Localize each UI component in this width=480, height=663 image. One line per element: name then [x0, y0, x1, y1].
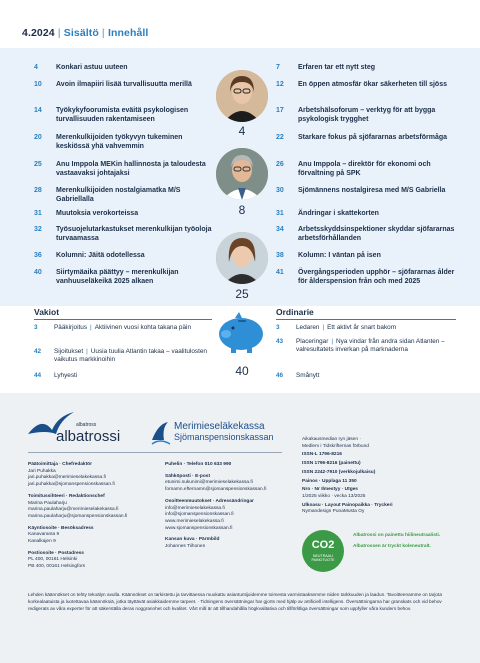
toc-item[interactable] [34, 252, 214, 261]
colophon-line: Nymandesign PunaMusta Oy [302, 509, 365, 515]
toc-item[interactable] [34, 64, 214, 73]
regular-item[interactable]: 3 Ledaren | Ett aktivt år snart bakom [276, 324, 397, 331]
translation-disclaimer: Lehden käännökset on tehty tekoälyn avulla. Käännökset on tarkistettu ja tarvittaessa muokattu asiantuntijoidemme toimesta varmistaaksemme niiden tarkkuuden ja laadun. Tavoitteenamme on tarjota korkealaatuista ja luotettavaa käännöksiä, jotka täyttävät asiakkaidemme tarpeet. · Tidningens översättningar har gjorts med hjälp av artificiell intelligens. Översättningarna har granskats och vid behov redigerats av våra experter för att säkerställa deras noggrannhet och kvalitet. Vårt mål är att tillhandahålla högkvalitativa och tillförlitliga översättningar som uppfyller våra kunders behov. [28, 592, 442, 611]
regular-item-page: 42 [34, 348, 42, 355]
colophon-entry [165, 462, 290, 469]
toc-item[interactable] [276, 161, 460, 178]
colophon-line[interactable]: jari.puhakka@merimieselakekassa.fi [28, 475, 106, 481]
colophon-line[interactable]: etunimi.sukunimi@merimieselakekassa.fi [165, 480, 253, 486]
colophon-entry [302, 470, 452, 477]
regular-item[interactable]: 43 Placeringar | Nya vindar från andra sidan Atlanten – valresultatets inverkan på marknaderna [276, 338, 445, 354]
toc-page-number: 25 [34, 161, 42, 168]
colophon-heading: Painos · Upplaga 11 350 [302, 478, 357, 484]
toc-item-title: Kolumn: I väntan på isen [298, 252, 381, 259]
colophon-entry [165, 537, 290, 550]
toc-page-number: 28 [34, 187, 42, 194]
toc-item[interactable] [34, 269, 214, 286]
toc-page-number: 32 [34, 226, 42, 233]
colophon-heading: Postiosoite · Postadress [28, 550, 84, 556]
regular-item-page: 3 [34, 324, 38, 331]
colophon-heading: Puhelin · Telefon 010 633 990 [165, 462, 232, 467]
regular-item-title: Lyhyesti [54, 372, 78, 379]
colophon-line[interactable]: jari.puhakka@sjomanspensionskassan.fi [28, 482, 115, 488]
albatrossi-logo [26, 408, 136, 448]
colophon-line[interactable]: marina.paulaharju@sjomanspensionskassan.fi [28, 513, 128, 519]
ordinarie-rule [276, 319, 456, 320]
colophon-heading: Päätoimittaja · Chefredaktör [28, 462, 92, 467]
colophon-line: PB 400, 00161 Helsingfors [28, 564, 86, 570]
toc-page-number: 10 [34, 81, 42, 88]
photo-page-number: 8 [238, 203, 246, 217]
toc-item-title: Erfaren tar ett nytt steg [298, 64, 376, 71]
colophon-heading: Sähköposti · E-post [165, 473, 211, 479]
toc-item-title: En öppen atmosfär ökar säkerheten till sjöss [298, 81, 447, 88]
toc-item[interactable] [276, 226, 460, 243]
toc-item-title: Merenkulkijoiden nostalgiamatka M/S Gabriellalla [56, 187, 181, 203]
toc-page-number: 31 [276, 210, 284, 217]
toc-page-number: 22 [276, 134, 284, 141]
mek-name-sv: Sjömanspensionskassan [174, 432, 274, 442]
toc-page-number: 40 [34, 269, 42, 276]
colophon-entry [28, 462, 146, 489]
print-note-sv: Albatrossen är tryckt koleneutralt. [353, 543, 431, 549]
toc-item-title: Övergångsperioden upphör – sjöfararnas ålder för ålderspension från och med 2025 [298, 269, 455, 285]
regular-item-title: Uusia tuulia Atlantin takaa – vaalitulosten vaikutus markkinoihin [54, 348, 207, 364]
vakiot-heading: Vakiot [34, 307, 60, 317]
toc-item[interactable] [276, 134, 460, 143]
colophon-entry [302, 479, 452, 486]
regular-item[interactable] [34, 372, 212, 380]
toc-item[interactable] [34, 210, 214, 219]
section-fi: Sisältö [63, 27, 99, 39]
toc-item[interactable] [276, 64, 460, 73]
toc-item[interactable] [276, 210, 460, 219]
toc-page-number: 36 [34, 252, 42, 259]
toc-item[interactable] [34, 134, 214, 151]
colophon-heading: Ulkoasu · Layout Painopaikka · Tryckeri [302, 502, 393, 508]
toc-item[interactable] [276, 107, 460, 124]
colophon-line: Medlem i Tidskrifternas förbund [302, 443, 369, 449]
print-note [353, 533, 453, 550]
colophon-entry [302, 461, 452, 468]
colophon-column-1 [28, 462, 146, 576]
colophon-entry [28, 551, 146, 571]
colophon-line[interactable]: fornamn.efternamn@sjomanspensionskassan.fi [165, 487, 267, 493]
colophon-line[interactable]: www.merimieselakekassa.fi [165, 518, 224, 524]
colophon-entry [302, 503, 452, 516]
regular-item-page: 44 [34, 372, 42, 379]
toc-item[interactable] [34, 161, 214, 178]
toc-page-number: 14 [34, 107, 42, 114]
colophon-line[interactable]: info@merimieselakekassa.fi [165, 505, 225, 511]
colophon-entry [28, 494, 146, 521]
colophon-line: PL 400, 00161 Helsinki [28, 557, 78, 563]
colophon-line[interactable]: www.sjomanspensionskassan.fi [165, 525, 233, 531]
colophon-entry [165, 474, 290, 494]
toc-item-title: Sjömännens nostalgiresa med M/S Gabriella [298, 187, 446, 194]
issue-header: 4.2024 | Sisältö | Innehåll [22, 27, 149, 39]
colophon-entry [28, 526, 146, 546]
colophon-entry [165, 499, 290, 533]
photo-page-number: 4 [238, 124, 246, 138]
colophon-entry [302, 437, 452, 450]
toc-item[interactable] [276, 269, 460, 286]
toc-item-title: Siirtymäaika päättyy – merenkulkijan vanhuuseläkeikä 2025 alkaen [56, 269, 179, 285]
toc-item-title: Avoin ilmapiiri lisää turvallisuutta merillä [56, 81, 192, 88]
toc-item-title: Arbetshälsoforum – verktyg för att bygga psykologisk trygghet [298, 107, 436, 123]
regular-item-page: 46 [276, 372, 284, 379]
toc-item-title: Anu Imppola MEKin hallinnosta ja taloudesta vastaavaksi johtajaksi [56, 161, 206, 177]
colophon-heading: Nro · Nr Ilmestyy · Utges [302, 487, 358, 493]
colophon-heading: Kansan kuva · Pärmbild [165, 537, 220, 543]
toc-page-number: 7 [276, 64, 280, 71]
colophon-heading: Osoitteenmuutokset · Adressändringar [165, 498, 254, 504]
toc-item[interactable] [34, 81, 214, 90]
toc-item[interactable] [276, 187, 460, 196]
colophon-heading: Toimitussihteeri · Redaktionschef [28, 493, 105, 499]
regular-item-label: Placeringar [296, 338, 329, 345]
colophon-line: Kanalkajen 9 [28, 539, 56, 545]
issue-number: 4.2024 [22, 27, 55, 39]
colophon-heading: ISSN-L 1796-8216 [302, 452, 342, 458]
photo-page-number: 40 [235, 364, 249, 378]
toc-item[interactable] [276, 252, 460, 261]
regular-item[interactable]: 42 Sijoitukset | Uusia tuulia Atlantin takaa – vaalitulosten vaikutus markkinoihin [34, 348, 207, 364]
colophon-heading: ISSN 1796-8216 (painettu) [302, 461, 361, 467]
colophon-line[interactable]: marina.paulaharju@merimieselakekassa.fi [28, 507, 119, 513]
regular-item[interactable]: 3 Pääkirjoitus | Aktiivinen vuosi kohta takana päin [34, 324, 191, 331]
regular-item-page: 3 [276, 324, 280, 331]
regular-item-label: Pääkirjoitus [54, 324, 88, 331]
toc-item[interactable] [34, 107, 214, 124]
colophon-column-2 [165, 462, 290, 556]
regular-item-title: Smånytt [296, 372, 320, 379]
photo-page-number: 25 [235, 287, 249, 301]
piggy-bank-icon [213, 302, 269, 358]
regular-item-label: Ledaren [296, 324, 320, 331]
toc-page-number: 41 [276, 269, 284, 276]
toc-item-title: Konkari astuu uuteen [56, 64, 128, 71]
colophon-line[interactable]: info@sjomanspensionskassan.fi [165, 512, 234, 518]
regular-item-title: Aktiivinen vuosi kohta takana päin [94, 324, 191, 331]
merimieselakekassa-logo [148, 414, 298, 448]
vakiot-rule [34, 319, 212, 320]
toc-item-title: Työsuojelutarkastukset merenkulkijan työoloja turvaamassa [56, 226, 212, 242]
colophon-heading: ISSN 2242-7910 (verkkojulkaisu) [302, 469, 376, 475]
colophon-line: Aikakausmedian ryn jäsen · [302, 437, 361, 442]
carbon-neutral-badge [302, 530, 344, 572]
toc-page-number: 26 [276, 161, 284, 168]
regular-item-title: Nya vindar från andra sidan Atlanten – valresultatets inverkan på marknaderna [296, 338, 445, 354]
toc-page-number: 38 [276, 252, 284, 259]
toc-item-title: Merenkulkijoiden työkyvyn tukeminen keskiössä yhä vahvemmin [56, 134, 183, 150]
portrait-photo [216, 232, 268, 284]
toc-item-title: Starkare fokus på sjöfararnas arbetsförmåga [298, 134, 448, 141]
toc-item[interactable] [34, 226, 214, 243]
badge-text: NEUTRAALI PAINOTUOTE [311, 554, 335, 562]
print-note-fi: Albatrossi on painettu hiilineutraalisti. [353, 533, 441, 538]
colophon-line: 1/2025 viikko · vecka 13/2025 [302, 493, 366, 499]
regular-item[interactable] [276, 372, 456, 380]
regular-item-title: Ett aktivt år snart bakom [327, 324, 397, 331]
toc-page-number: 30 [276, 187, 284, 194]
colophon-entry [302, 452, 452, 459]
colophon-line: Johannes Tiihonen [165, 544, 206, 550]
toc-item-title: Arbetsskyddsinspektioner skyddar sjöfararnas arbetsförhållanden [298, 226, 455, 242]
colophon-line: Marina Paulaharju [28, 500, 67, 506]
toc-item-title: Työkykyfoorumista eväitä psykologisen turvallisuuden rakentamiseen [56, 107, 189, 123]
regular-item-page: 43 [276, 338, 284, 345]
regular-item-label: Sijoitukset [54, 348, 84, 355]
toc-item-title: Muutoksia verokorteissa [56, 210, 139, 217]
portrait-photo [216, 70, 268, 122]
colophon-entry [302, 487, 452, 500]
colophon-heading: Käyntiosoite · Besöksadress [28, 525, 94, 531]
ordinarie-heading: Ordinarie [276, 307, 314, 317]
colophon-line: Jari Puhakka [28, 468, 56, 474]
toc-item-title: Ändringar i skattekorten [298, 210, 379, 217]
albatrossi-small-text: albatross [76, 422, 97, 428]
toc-page-number: 4 [34, 64, 38, 71]
badge-co2: CO2 [311, 539, 335, 551]
mek-name-fi: Merimieseläkekassa [174, 421, 265, 432]
toc-page-number: 20 [34, 134, 42, 141]
toc-item[interactable] [276, 81, 460, 90]
toc-item-title: Anu Imppola – direktör för ekonomi och förvaltning på SPK [298, 161, 431, 177]
colophon-column-3 [302, 437, 452, 518]
section-sv: Innehåll [107, 27, 149, 39]
toc-page-number: 31 [34, 210, 42, 217]
toc-page-number: 12 [276, 81, 284, 88]
portrait-photo [216, 148, 268, 200]
toc-page-number: 34 [276, 226, 284, 233]
toc-item[interactable] [34, 187, 214, 204]
toc-item-title: Kolumni: Jäitä odotellessa [56, 252, 145, 259]
toc-page-number: 17 [276, 107, 284, 114]
logo-divider [28, 452, 282, 453]
albatrossi-wordmark: albatrossi [56, 428, 121, 445]
colophon-line: Kanavaranta 9 [28, 532, 60, 538]
